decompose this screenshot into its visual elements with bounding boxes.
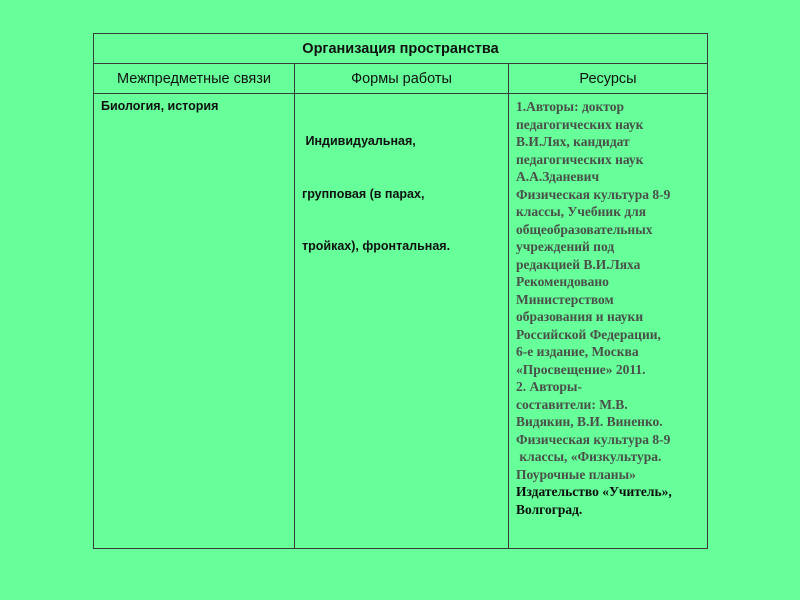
resources-line: редакцией В.И.Ляха: [516, 256, 641, 272]
header-work-forms: Формы работы: [295, 64, 509, 94]
resources-line: учреждений под: [516, 239, 615, 254]
table-title: Организация пространства: [94, 34, 708, 64]
work-forms-line: Индивидуальная,: [302, 134, 416, 148]
cell-work-forms: [295, 94, 509, 549]
resources-line: Издательство «Учитель»,: [516, 484, 672, 499]
interdisciplinary-links-text: Биология, история: [101, 99, 219, 113]
resources-line: классы, «Физкультура.: [516, 449, 662, 464]
header-interdisciplinary-links: Межпредметные связи: [94, 64, 295, 94]
table-header-row: [94, 64, 708, 94]
resources-table: [93, 33, 708, 549]
resources-line: педагогических наук: [516, 116, 644, 132]
resources-line: 1.Авторы: доктор: [516, 99, 625, 114]
table-title-row: [94, 34, 708, 64]
resources-line: Российской Федерации,: [516, 326, 661, 342]
resources-line: Рекомендовано: [516, 274, 609, 289]
resources-line: Волгоград.: [516, 501, 583, 517]
resources-line: 6-е издание, Москва: [516, 344, 639, 359]
resources-line: А.А.Зданевич: [516, 169, 600, 184]
cell-interdisciplinary-links: [94, 94, 295, 549]
resources-line: Министерством: [516, 291, 614, 307]
resources-text: [509, 94, 707, 518]
work-forms-line: тройках), фронтальная.: [302, 239, 451, 253]
resources-line: педагогических наук: [516, 151, 644, 167]
resources-line: Физическая культура 8-9: [516, 186, 671, 202]
cell-resources: [509, 94, 708, 549]
resources-line: классы, Учебник для: [516, 204, 647, 219]
resources-line: образования и науки: [516, 309, 644, 324]
resources-line: общеобразовательных: [516, 221, 653, 237]
resources-line: Поурочные планы»: [516, 466, 636, 482]
table-row: [94, 94, 708, 549]
work-forms-text: [295, 94, 508, 291]
resources-line: В.И.Лях, кандидат: [516, 134, 630, 149]
resources-line: Физическая культура 8-9: [516, 431, 671, 447]
work-forms-line: групповая (в парах,: [302, 186, 425, 201]
resources-line: «Просвещение» 2011.: [516, 361, 646, 377]
resources-line: Видякин, В.И. Виненко.: [516, 414, 663, 429]
resources-line: 2. Авторы-: [516, 379, 582, 394]
header-resources: Ресурсы: [509, 64, 708, 94]
resources-line: составители: М.В.: [516, 396, 628, 412]
